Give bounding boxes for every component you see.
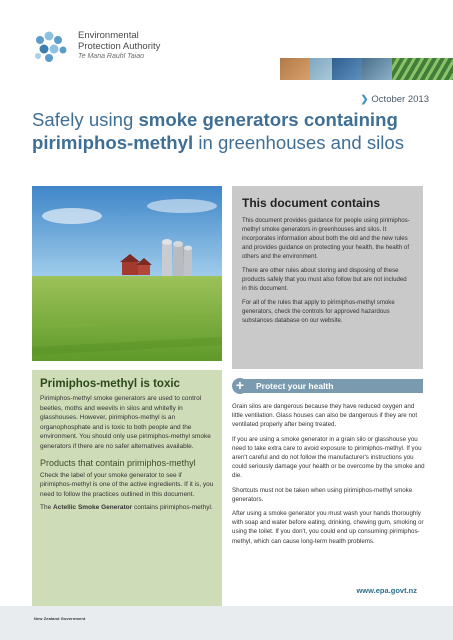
product-name: Actellic Smoke Generator bbox=[53, 504, 133, 512]
org-maori-name: Te Mana Rauhī Taiao bbox=[78, 53, 145, 60]
products-subheading: Products that contain primiphos-methyl bbox=[40, 457, 196, 468]
nz-government-logo: New Zealand Government bbox=[34, 616, 86, 621]
plus-icon: + bbox=[232, 378, 248, 394]
protect-paragraph-1: Grain silos are dangerous because they have reduced oxygen and little ventilation. Glass houses can also be dangerous if they are not ventilated properly after being treated. bbox=[232, 403, 418, 429]
org-name-line2: Protection Authority bbox=[78, 41, 161, 52]
footer-bar bbox=[0, 606, 453, 640]
chevron-right-icon: ❯ bbox=[360, 94, 369, 105]
protect-paragraph-2: If you are using a smoke generator in a grain silo or glasshouse you need to take extra care to avoid exposure to pirimiphos-methyl. If you aren't careful and do not follow the manufacturer's instructions you could seriously damage your health or be overcome by the smoke and die. bbox=[232, 435, 425, 480]
products-name-line bbox=[40, 503, 214, 513]
contains-heading: This document contains bbox=[242, 196, 381, 210]
field-silos-photo bbox=[32, 186, 222, 361]
publication-date bbox=[360, 94, 429, 105]
product-pre: The bbox=[40, 504, 54, 512]
toxic-heading: Primiphos-methyl is toxic bbox=[40, 378, 180, 390]
toxic-intro: Pirimiphos-methyl smoke generators are used to control beetles, moths and weevils in silos and whitefly in glasshouses. However, pirimiphos-methyl is an organophosphate and is toxic to both people and the environment. You should only use pirimiphos-methyl smoke generators if there are no safer alternatives available. bbox=[40, 395, 211, 450]
title-part1: Safely using bbox=[32, 109, 139, 130]
header-image-strip bbox=[280, 58, 453, 80]
protect-paragraph-3: Shortcuts must not be taken when using pirimiphos-methyl smoke generators. bbox=[232, 486, 413, 503]
title-part2: smoke generators containing bbox=[138, 109, 398, 130]
date-text: October 2013 bbox=[371, 94, 429, 105]
title-part4: in greenhouses and silos bbox=[193, 132, 405, 153]
document-contains-box bbox=[232, 186, 423, 369]
products-check: Check the label of your smoke generator to see if pirimiphos-methyl is one of the active ingredients. If it is, you need to follow the practices outlined in this document. bbox=[40, 471, 214, 498]
contains-paragraph-1: This document provides guidance for people using pirimiphos-methyl smoke generators in greenhouses and silos. It incorporates information about both the old and the new rules and provides guidance on protecting your health, the health of others and the environment. bbox=[242, 217, 410, 260]
title-part3: pirimiphos-methyl bbox=[32, 132, 194, 153]
website-url[interactable]: www.epa.govt.nz bbox=[356, 586, 417, 595]
protect-paragraph-4: After using a smoke generator you must wash your hands thoroughly with soap and water before eating, drinking, chewing gum, smoking or using the toilet. If you don't, you could end up consuming pirimiphos-methyl, which can cause long-term health problems. bbox=[232, 510, 424, 545]
protect-health-header bbox=[232, 378, 423, 394]
toxic-info-box bbox=[32, 370, 222, 610]
epa-logo bbox=[32, 28, 182, 68]
page-title bbox=[32, 108, 442, 154]
org-name-line1: Environmental bbox=[78, 30, 139, 41]
protect-heading: Protect your health bbox=[244, 379, 423, 393]
epa-logo-text bbox=[78, 30, 160, 62]
contains-paragraph-3: For all of the rules that apply to pirimiphos-methyl smoke generators, check the controls for approved hazardous substances database on our website. bbox=[242, 299, 395, 324]
epa-logo-mark-icon bbox=[32, 30, 72, 64]
contains-paragraph-2: There are other rules about storing and disposing of these products safely that you must also follow but are not included in this document. bbox=[242, 267, 407, 292]
protect-health-section bbox=[232, 402, 427, 551]
product-post: contains pirimiphos-methyl. bbox=[132, 504, 213, 512]
